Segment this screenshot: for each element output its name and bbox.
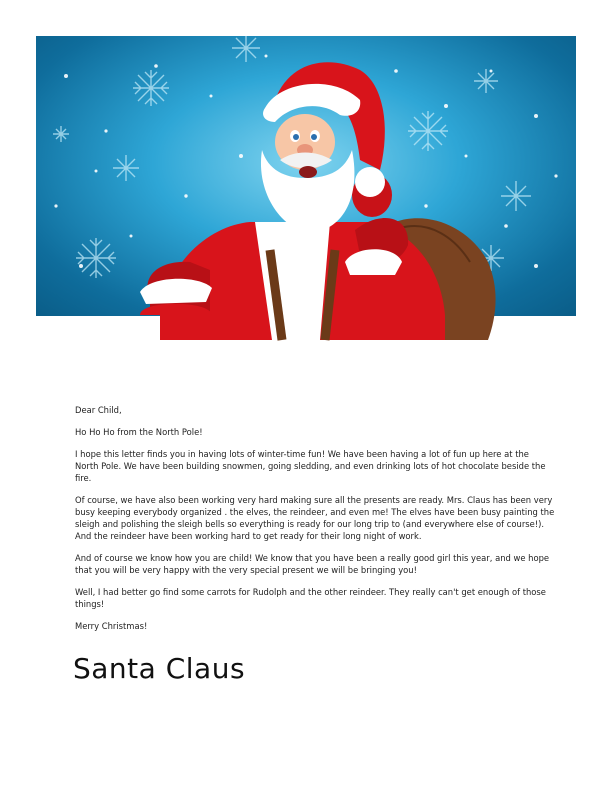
snowflake-icon bbox=[53, 126, 69, 142]
snowflake-icon bbox=[133, 70, 169, 106]
snowflake-icon bbox=[478, 245, 504, 271]
closing: Merry Christmas! bbox=[75, 621, 148, 631]
snowflake-icon bbox=[501, 181, 531, 211]
snowflake-background bbox=[36, 36, 576, 316]
paragraph-3: And of course we know how you are child! We know that you have been a really good girl this year, and we hope that you will be very happy with the very special present we will be bringing you! bbox=[75, 553, 550, 575]
letter-body bbox=[75, 404, 555, 642]
greeting: Dear Child, bbox=[75, 405, 122, 415]
snowflake-icon bbox=[232, 36, 260, 62]
snowflake-icons bbox=[53, 36, 531, 278]
signature: Santa Claus bbox=[73, 652, 246, 685]
snowflake-icon bbox=[474, 69, 498, 93]
snow-dots bbox=[54, 55, 557, 269]
snowflake-icon bbox=[408, 111, 448, 151]
opening-line: Ho Ho Ho from the North Pole! bbox=[75, 427, 203, 437]
header-banner bbox=[36, 36, 576, 316]
paragraph-1: I hope this letter finds you in having lots of winter-time fun! We have been having a lot of fun up here at the North Pole. We have been building snowmen, going sledding, and even drinking lots of hot chocolate beside the fire. bbox=[75, 449, 546, 483]
snowflake-icon bbox=[113, 155, 139, 181]
paragraph-4: Well, I had better go find some carrots for Rudolph and the other reindeer. They really can't get enough of those things! bbox=[75, 587, 546, 609]
snowflake-icon bbox=[76, 238, 116, 278]
paragraph-2: Of course, we have also been working very hard making sure all the presents are ready. Mrs. Claus has been very busy keeping everybody organized . the elves, the reindeer, and even me! The elves have been busy painting the sleigh and polishing the sleigh bells so everything is ready for our long trip to (and everywhere else of course!). And the reindeer have been working hard to get ready for their long night of work. bbox=[75, 495, 555, 541]
